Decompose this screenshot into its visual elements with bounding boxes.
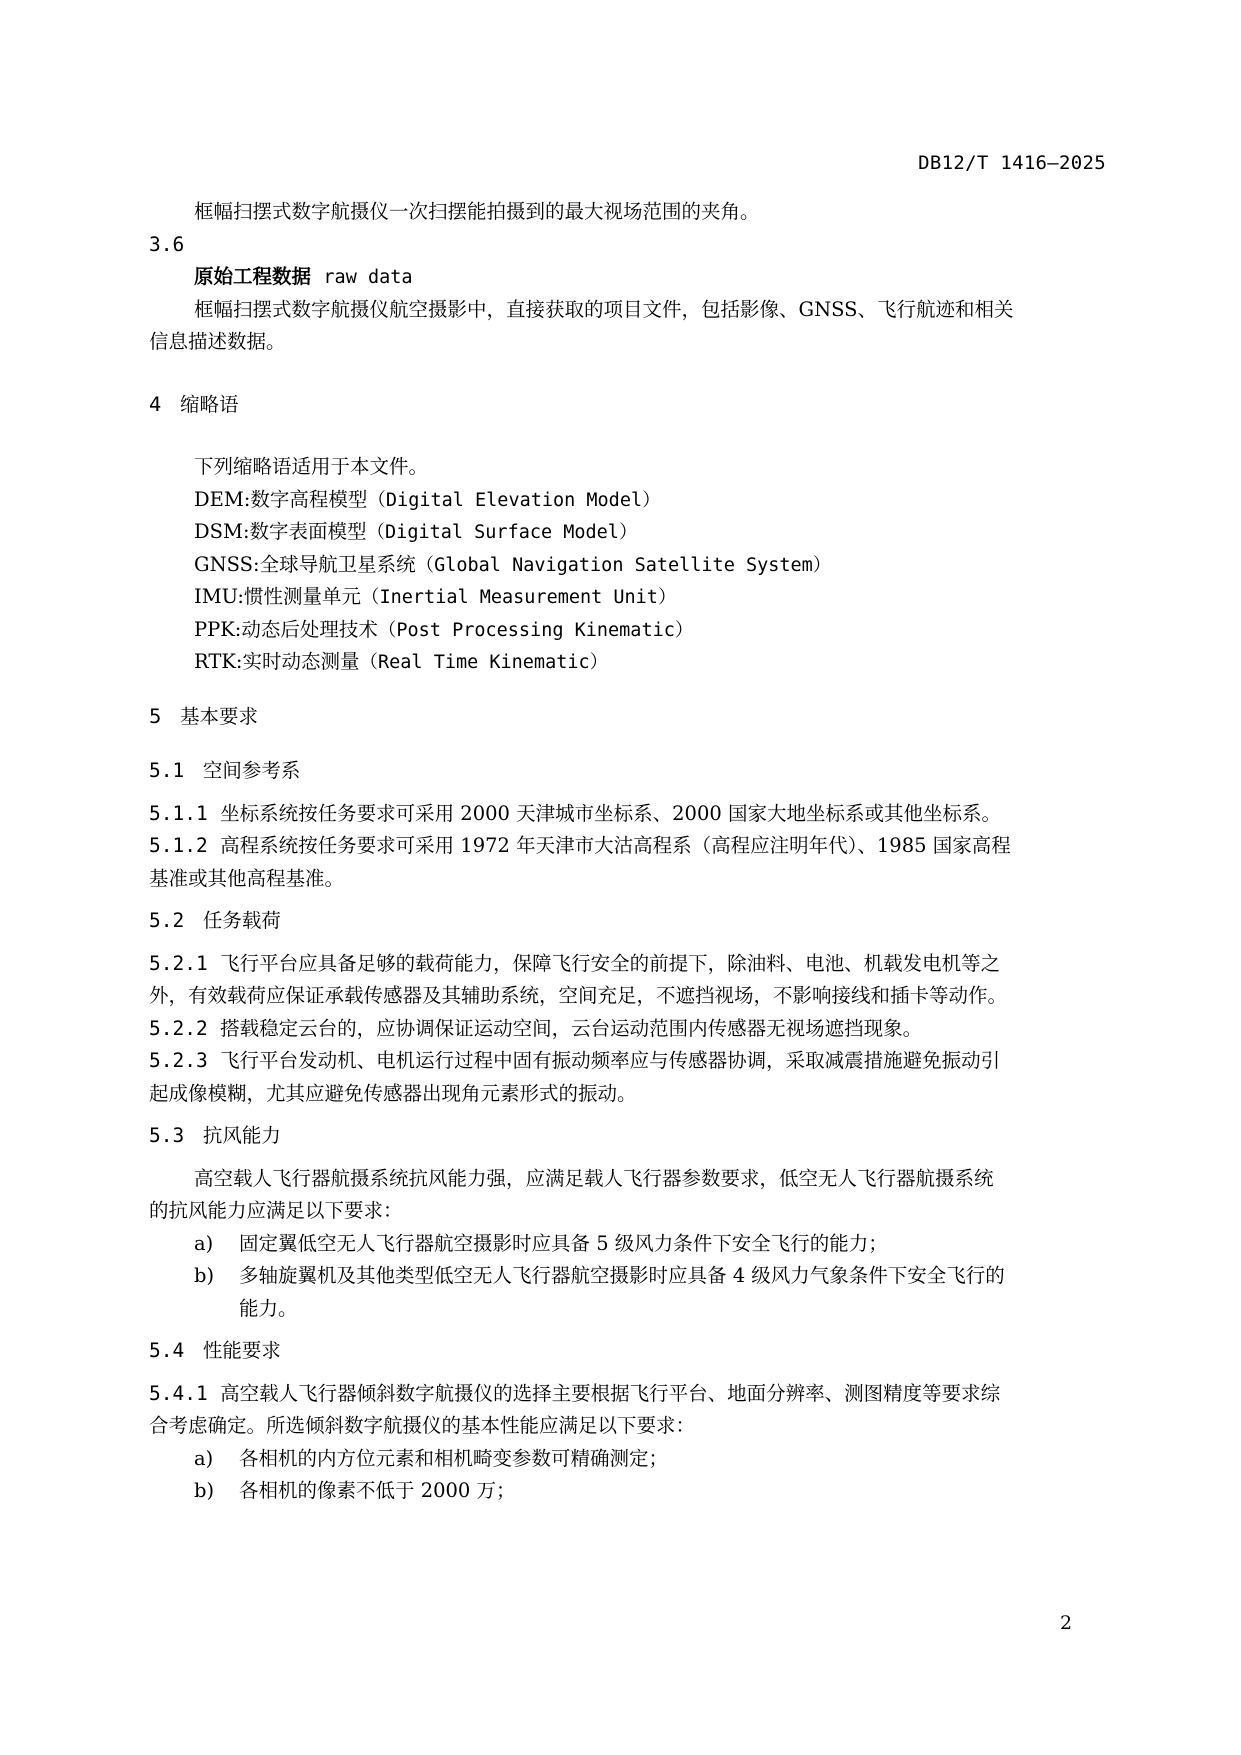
abbr-item: PPK:动态后处理技术（Post Processing Kinematic） <box>194 617 694 641</box>
paragraph-line: 的抗风能力应满足以下要求： <box>149 1199 403 1222</box>
clause-5-1-2: 5.1.2 高程系统按任务要求可采用 1972 年天津市大沽高程系（高程应注明年代）、1985 国家高程 <box>149 834 1011 857</box>
section-title: 基本要求 <box>180 704 259 728</box>
list-item: b) 各相机的像素不低于 2000 万； <box>194 1479 516 1502</box>
document-body <box>149 196 1099 1508</box>
clause-5-2-3: 5.2.3 飞行平台发动机、电机运行过程中固有振动频率应与传感器协调，采取减震措施避免振动引 <box>149 1049 1001 1072</box>
subsection-heading-5-4: 5.4 性能要求 <box>149 1339 281 1362</box>
list-item-continuation: 能力。 <box>239 1296 298 1320</box>
abbr-item: RTK:实时动态测量（Real Time Kinematic） <box>194 650 609 673</box>
clause-continuation: 外，有效载荷应保证承载传感器及其辅助系统，空间充足，不遮挡视场，不影响接线和插卡等动作。 <box>149 984 1008 1007</box>
abbr-item: GNSS:全球导航卫星系统（Global Navigation Satellite System） <box>194 552 832 576</box>
section-heading-5 <box>149 701 1099 734</box>
paragraph-line: 框幅扫摆式数字航摄仪航空摄影中，直接获取的项目文件，包括影像、GNSS、飞行航迹和相关 <box>194 297 1014 321</box>
clause-continuation: 起成像模糊，尤其应避免传感器出现角元素形式的振动。 <box>149 1081 637 1105</box>
term-chinese: 原始工程数据 <box>194 265 312 288</box>
clause-5-2-2: 5.2.2 搭载稳定云台的，应协调保证运动空间，云台运动范围内传感器无视场遮挡现象。 <box>149 1016 923 1040</box>
clause-number: 3.6 <box>149 232 185 256</box>
clause-5-1-1: 5.1.1 坐标系统按任务要求可采用 2000 天津城市坐标系、2000 国家大地坐标系或其他坐标系。 <box>149 801 1001 825</box>
clause-continuation: 基准或其他高程基准。 <box>149 866 345 890</box>
term-entry <box>149 261 1099 294</box>
clause-5-2-1: 5.2.1 飞行平台应具备足够的载荷能力，保障飞行安全的前提下，除油料、电池、机载发电机等之 <box>149 951 1001 975</box>
subsection-heading-5-2: 5.2 任务载荷 <box>149 909 281 932</box>
clause-continuation: 合考虑确定。所选倾斜数字航摄仪的基本性能应满足以下要求： <box>149 1414 696 1437</box>
clause-5-4-1: 5.4.1 高空载人飞行器倾斜数字航摄仪的选择主要根据飞行平台、地面分辨率、测图精度等要求综 <box>149 1381 1001 1405</box>
document-code: DB12/T 1416—2025 <box>918 152 1106 174</box>
list-item: a) 固定翼低空无人飞行器航空摄影时应具备 5 级风力条件下安全飞行的能力； <box>194 1231 888 1255</box>
section-number: 5 <box>149 704 162 728</box>
paragraph-line: 高空载人飞行器航摄系统抗风能力强，应满足载人飞行器参数要求，低空无人飞行器航摄系统 <box>194 1166 994 1190</box>
abbr-intro: 下列缩略语适用于本文件。 <box>194 455 429 478</box>
term-english: raw data <box>323 267 413 288</box>
abbr-item: DEM:数字高程模型（Digital Elevation Model） <box>194 487 661 511</box>
page-number: 2 <box>1060 1612 1073 1634</box>
section-heading-4 <box>149 389 1099 422</box>
abbr-item: DSM:数字表面模型（Digital Surface Model） <box>194 520 638 543</box>
paragraph-line: 框幅扫摆式数字航摄仪一次扫摆能拍摄到的最大视场范围的夹角。 <box>194 200 760 223</box>
subsection-heading-5-1: 5.1 空间参考系 <box>149 759 301 782</box>
subsection-heading-5-3: 5.3 抗风能力 <box>149 1124 281 1147</box>
list-item: a) 各相机的内方位元素和相机畸变参数可精确测定； <box>194 1446 669 1470</box>
paragraph-line: 信息描述数据。 <box>149 330 286 353</box>
list-item: b) 多轴旋翼机及其他类型低空无人飞行器航空摄影时应具备 4 级风力气象条件下安全飞行的 <box>194 1264 1005 1287</box>
section-number: 4 <box>149 392 162 416</box>
section-title: 缩略语 <box>180 392 239 416</box>
abbr-item: IMU:惯性测量单元（Inertial Measurement Unit） <box>194 585 677 608</box>
